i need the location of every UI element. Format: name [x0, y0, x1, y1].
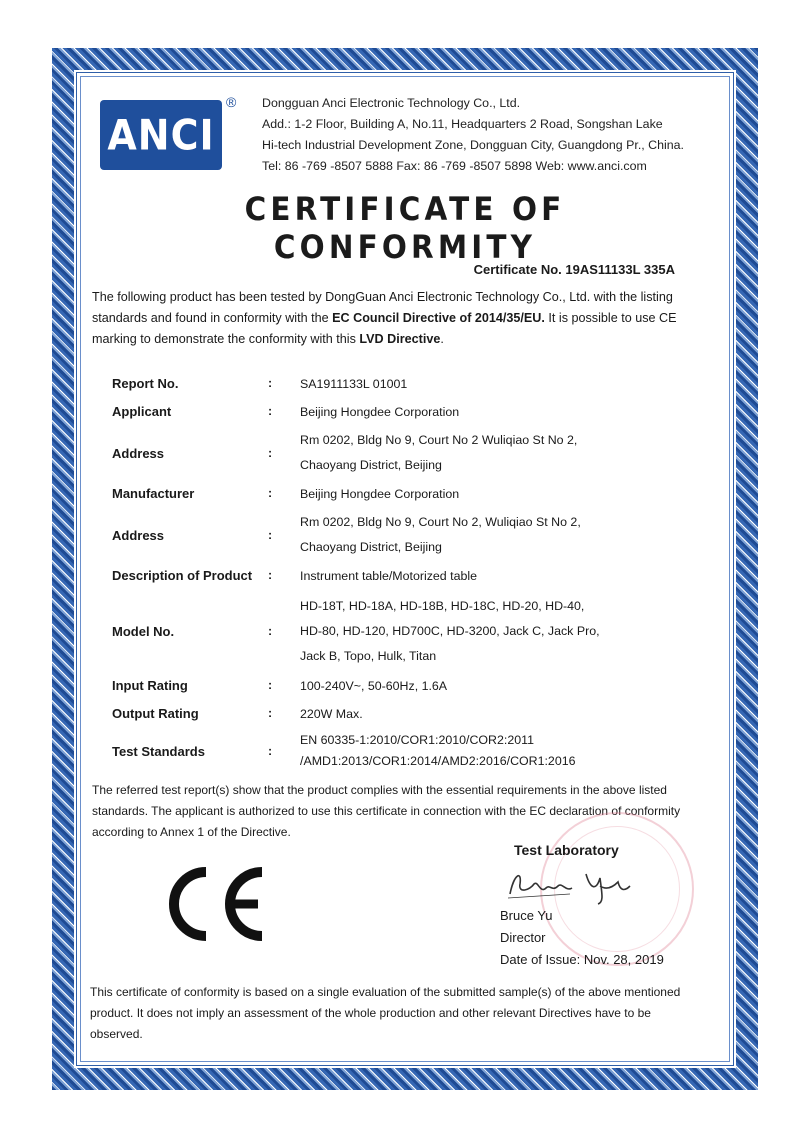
field-colon: : — [268, 486, 273, 500]
field-value — [300, 674, 630, 699]
field-colon: : — [268, 568, 273, 582]
signature-image — [500, 864, 640, 908]
ce-mark-icon — [162, 864, 282, 944]
field-value-line: 220W Max. — [300, 707, 363, 721]
field-value-line: Rm 0202, Bldg No 9, Court No 2 Wuliqiao St No 2, — [300, 433, 578, 447]
signer-role: Director — [500, 930, 546, 945]
issue-date: Date of Issue: Nov. 28, 2019 — [500, 952, 664, 967]
field-value — [300, 400, 630, 425]
field-value-line: HD-80, HD-120, HD700C, HD-3200, Jack C, Jack Pro, — [300, 624, 600, 638]
field-colon: : — [268, 528, 273, 542]
field-label: Model No. — [112, 624, 175, 639]
field-colon: : — [268, 404, 273, 418]
field-label: Applicant — [112, 404, 172, 419]
field-value-line: SA1911133L 01001 — [300, 377, 408, 391]
signer-name: Bruce Yu — [500, 908, 553, 923]
field-value-line: Chaoyang District, Beijing — [300, 540, 442, 554]
field-colon: : — [268, 446, 273, 460]
field-value-line: Instrument table/Motorized table — [300, 569, 478, 583]
field-value — [300, 428, 630, 478]
field-colon: : — [268, 376, 273, 390]
field-label: Address — [112, 528, 165, 543]
closing-paragraph: The referred test report(s) show that the product complies with the essential requirements in the above listed standards. The applicant is authorized to use this certificate in connection with the EC declaration of conformity according to Annex 1 of the Directive. — [92, 783, 681, 839]
company-info — [262, 93, 722, 177]
company-contact: Tel: 86 -769 -8507 5888 Fax: 86 -769 -8507 5898 Web: www.anci.com — [262, 159, 647, 173]
field-label: Output Rating — [112, 706, 199, 721]
field-value-line: 100-240V~, 50-60Hz, 1.6A — [300, 679, 448, 693]
field-value-line: Beijing Hongdee Corporation — [300, 487, 460, 501]
field-label: Report No. — [112, 376, 179, 391]
intro-paragraph — [92, 287, 692, 350]
certificate-title: CERTIFICATE OF CONFORMITY — [244, 190, 566, 266]
field-label: Address — [112, 446, 165, 461]
field-label: Description of Product — [112, 568, 253, 583]
footer-disclaimer: This certificate of conformity is based on a single evaluation of the submitted sample(s) of the above mentioned product. It does not imply an assessment of the whole production and other relevant Directives have to be observed. — [90, 985, 681, 1041]
field-value-line: Chaoyang District, Beijing — [300, 458, 442, 472]
intro-lvd: LVD Directive — [359, 332, 441, 346]
certificate-number: Certificate No. 19AS11133L 335A — [473, 262, 675, 277]
registered-mark: ® — [226, 94, 237, 110]
intro-text-1: The following product has been tested by DongGuan Anci Electronic Technology Co., Ltd. with the listing standards and found in conformity with the — [92, 290, 673, 325]
intro-directive: EC Council Directive of 2014/35/EU. — [332, 311, 545, 325]
field-label: Test Standards — [112, 744, 205, 759]
field-label: Manufacturer — [112, 486, 195, 501]
field-value-line: Jack B, Topo, Hulk, Titan — [300, 649, 437, 663]
company-address-line2: Hi-tech Industrial Development Zone, Dongguan City, Guangdong Pr., China. — [262, 138, 684, 152]
field-colon: : — [268, 744, 273, 758]
intro-text-3: . — [440, 332, 444, 346]
field-value-line: /AMD1:2013/COR1:2014/AMD2:2016/COR1:2016 — [300, 754, 576, 768]
field-value — [300, 482, 630, 507]
test-laboratory-title: Test Laboratory — [514, 842, 619, 858]
field-colon: : — [268, 706, 273, 720]
field-value — [300, 510, 630, 560]
field-colon: : — [268, 678, 273, 692]
field-value — [300, 372, 630, 397]
field-value — [300, 702, 630, 727]
field-value-line: Beijing Hongdee Corporation — [300, 405, 460, 419]
intro-text-2: It is possible to use CE marking to demonstrate the conformity with this — [92, 311, 677, 346]
field-value — [300, 564, 630, 589]
company-address-line1: Add.: 1-2 Floor, Building A, No.11, Headquarters 2 Road, Songshan Lake — [262, 117, 663, 131]
anci-logo — [100, 100, 222, 170]
field-value-line: HD-18T, HD-18A, HD-18B, HD-18C, HD-20, HD-40, — [300, 599, 585, 613]
field-value-line: Rm 0202, Bldg No 9, Court No 2, Wuliqiao St No 2, — [300, 515, 581, 529]
field-value — [300, 594, 630, 669]
company-name: Dongguan Anci Electronic Technology Co., Ltd. — [262, 96, 521, 110]
field-colon: : — [268, 624, 273, 638]
field-label: Input Rating — [112, 678, 188, 693]
field-value — [300, 730, 630, 772]
signer-block — [500, 905, 664, 971]
field-value-line: EN 60335-1:2010/COR1:2010/COR2:2011 — [300, 733, 534, 747]
logo-text: ANCI — [107, 110, 215, 160]
